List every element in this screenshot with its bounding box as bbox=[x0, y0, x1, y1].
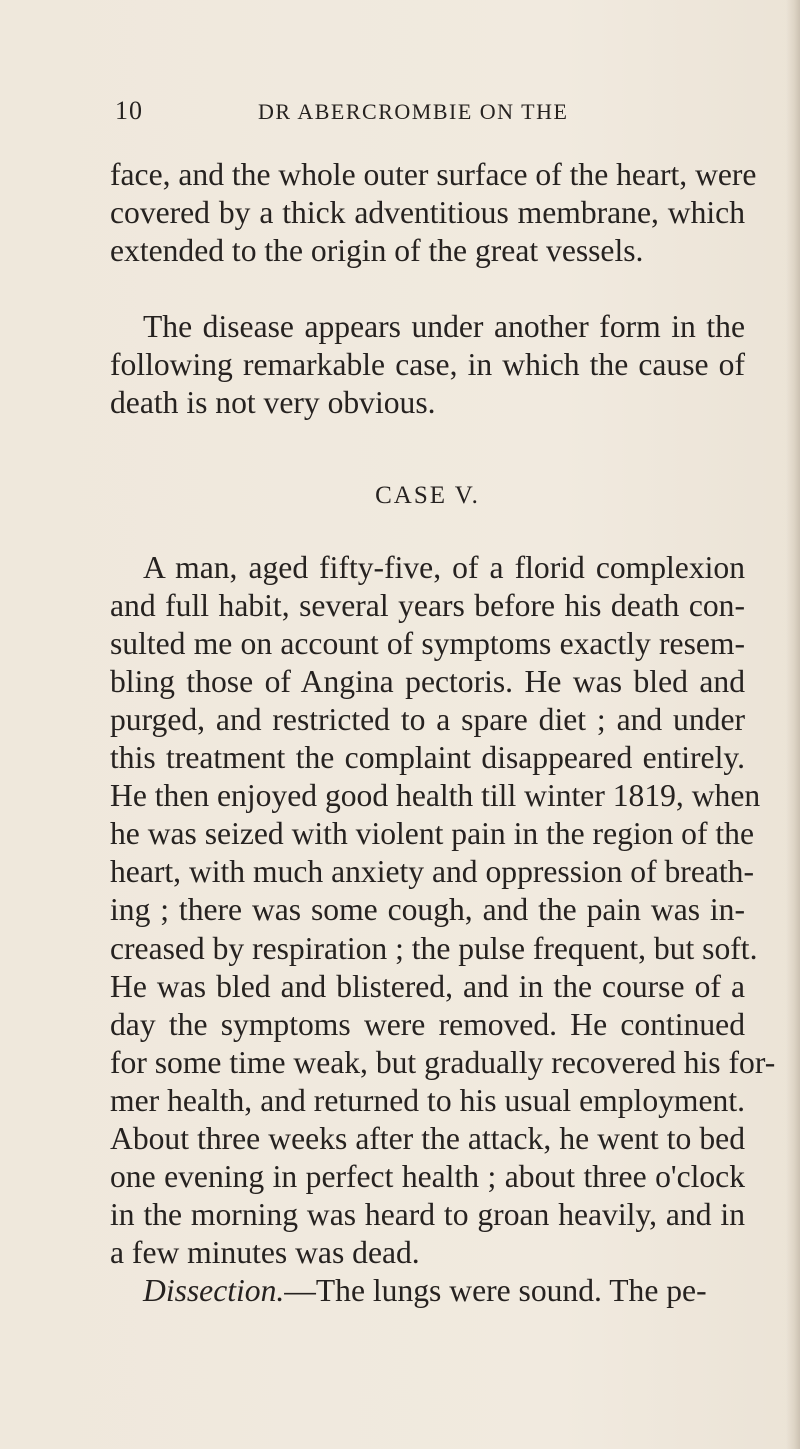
text-line: He then enjoyed good health till winter 1819, when bbox=[110, 778, 761, 814]
text-line: The disease appears under another form in the bbox=[143, 309, 745, 345]
running-head bbox=[115, 96, 635, 136]
text-line: creased by respiration ; the pulse frequent, but soft. bbox=[110, 930, 758, 966]
text-line: heart, with much anxiety and oppression of breath- bbox=[110, 854, 754, 890]
text-line: covered by a thick adventitious membrane, which bbox=[110, 195, 745, 231]
text-line: for some time weak, but gradually recovered his for- bbox=[110, 1044, 776, 1080]
text-line: face, and the whole outer surface of the heart, were bbox=[110, 157, 757, 192]
body-text bbox=[110, 156, 776, 1310]
running-title: DR ABERCROMBIE ON THE bbox=[258, 99, 569, 124]
paragraph-continuation bbox=[110, 156, 757, 270]
dissection-text: —The lungs were sound. The pe- bbox=[284, 1273, 707, 1309]
paragraph-introduction bbox=[110, 308, 745, 422]
text-line: extended to the origin of the great vessels. bbox=[110, 233, 644, 269]
text-line bbox=[110, 1272, 745, 1310]
case-heading: CASE V. bbox=[375, 481, 480, 509]
text-line: bling those of Angina pectoris. He was bled and bbox=[110, 663, 745, 699]
text-line: a few minutes was dead. bbox=[110, 1235, 420, 1271]
text-line: this treatment the complaint disappeared entirely. bbox=[110, 740, 745, 776]
page-edge-shadow bbox=[786, 0, 800, 1449]
text-line: About three weeks after the attack, he went to bed bbox=[110, 1120, 745, 1156]
dissection-label: Dissection. bbox=[143, 1273, 285, 1309]
paragraph-dissection bbox=[110, 1272, 745, 1310]
text-line: ing ; there was some cough, and the pain was in- bbox=[110, 892, 745, 928]
text-line: sulted me on account of symptoms exactly resem- bbox=[110, 625, 745, 661]
text-line: He was bled and blistered, and in the course of a bbox=[110, 968, 745, 1004]
text-line: mer health, and returned to his usual employment. bbox=[110, 1082, 745, 1118]
text-line: death is not very obvious. bbox=[110, 385, 436, 421]
page-number: 10 bbox=[115, 96, 143, 125]
text-line: in the morning was heard to groan heavily, and in bbox=[110, 1197, 745, 1233]
text-line: A man, aged fifty-five, of a florid complexion bbox=[143, 549, 745, 585]
text-line: day the symptoms were removed. He continued bbox=[110, 1006, 745, 1042]
text-line: purged, and restricted to a spare diet ; and under bbox=[110, 701, 745, 737]
text-line: and full habit, several years before his death con- bbox=[110, 587, 745, 623]
text-line: following remarkable case, in which the cause of bbox=[110, 347, 745, 383]
text-line: one evening in perfect health ; about three o'clock bbox=[110, 1159, 745, 1195]
paragraph-case-history bbox=[110, 549, 776, 1273]
text-line: he was seized with violent pain in the region of the bbox=[110, 816, 754, 852]
